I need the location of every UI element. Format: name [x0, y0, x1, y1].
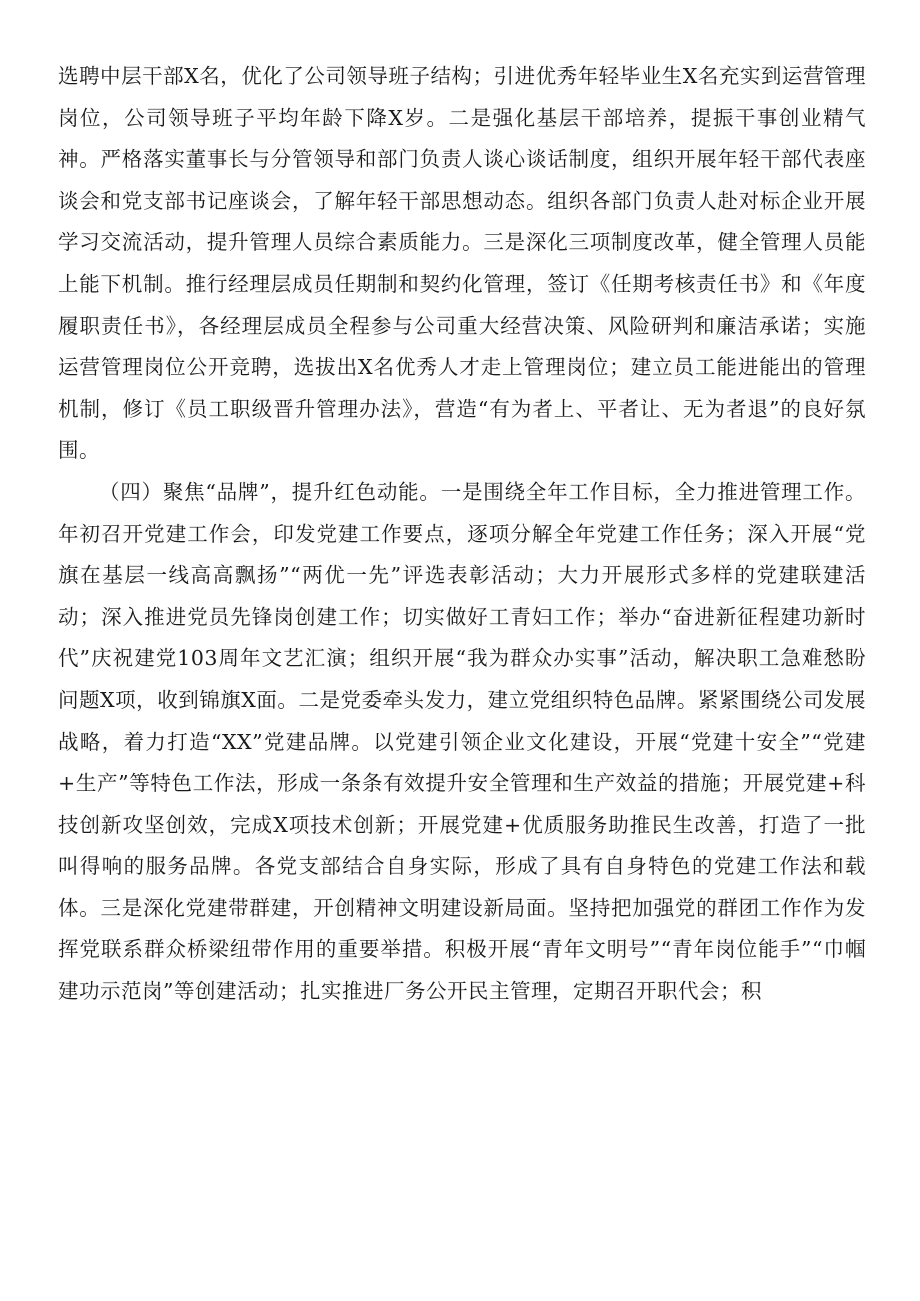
paragraph-section-four: （四）聚焦“品牌”，提升红色动能。一是围绕全年工作目标，全力推进管理工作。年初召开党建工作会，印发党建工作要点，逐项分解全年党建工作任务；深入开展“党旗在基层一线高高飘扬”“两优一先”评选表彰活动；大力开展形式多样的党建联建活动；深入推进党员先锋岗创建工作；切实做好工青妇工作；举办“奋进新征程建功新时代”庆祝建党103周年文艺汇演；组织开展“我为群众办实事”活动，解决职工急难愁盼问题X项，收到锦旗X面。二是党委牵头发力，建立党组织特色品牌。紧紧围绕公司发展战略，着力打造“XX”党建品牌。以党建引领企业文化建设，开展“党建十安全”“党建+生产”等特色工作法，形成一条条有效提升安全管理和生产效益的措施；开展党建+科技创新攻坚创效，完成X项技术创新；开展党建+优质服务助推民生改善，打造了一批叫得响的服务品牌。各党支部结合自身实际，形成了具有自身特色的党建工作法和载体。三是深化党建带群建，开创精神文明建设新局面。坚持把加强党的群团工作作为发挥党联系群众桥梁纽带作用的重要举措。积极开展“青年文明号”“青年岗位能手”“巾帼建功示范岗”等创建活动；扎实推进厂务公开民主管理，定期召开职代会；积 [58, 479, 866, 1004]
paragraph-continuation: 选聘中层干部X名，优化了公司领导班子结构；引进优秀年轻毕业生X名充实到运营管理岗位，公司领导班子平均年龄下降X岁。二是强化基层干部培养，提振干事创业精气神。严格落实董事长与分管领导和部门负责人谈心谈话制度，组织开展年轻干部代表座谈会和党支部书记座谈会，了解年轻干部思想动态。组织各部门负责人赴对标企业开展学习交流活动，提升管理人员综合素质能力。三是深化三项制度改革，健全管理人员能上能下机制。推行经理层成员任期制和契约化管理，签订《任期考核责任书》和《年度履职责任书》，各经理层成员全程参与公司重大经营决策、风险研判和廉洁承诺；实施运营管理岗位公开竞聘，选拔出X名优秀人才走上管理岗位；建立员工能进能出的管理机制，修订《员工职级晋升管理办法》，营造“有为者上、平者让、无为者退”的良好氛围。 [58, 64, 866, 463]
document-body [58, 56, 866, 1013]
